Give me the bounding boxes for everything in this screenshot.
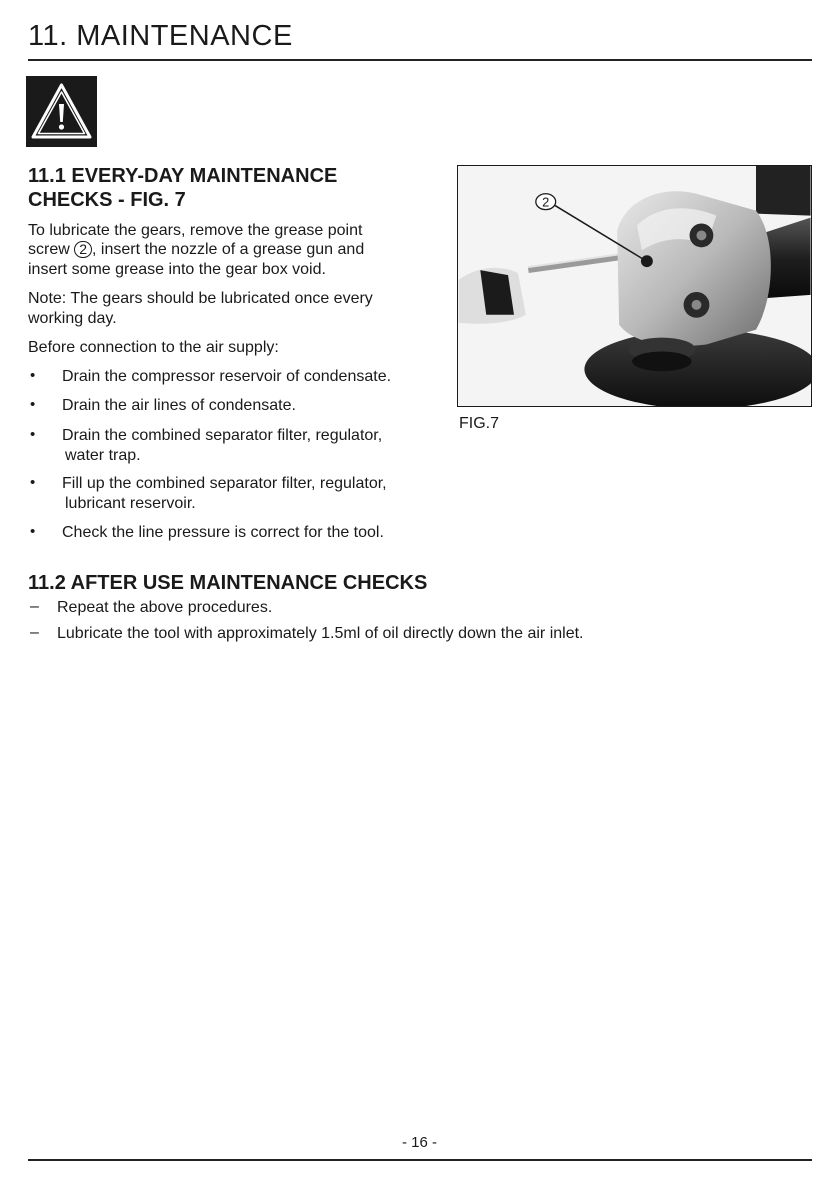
bullet-item-2: Drain the air lines of condensate. — [62, 397, 296, 414]
page-title: 11. MAINTENANCE — [28, 20, 293, 52]
bullet-item-3-line-1: Drain the combined separator filter, regulator, — [62, 427, 383, 444]
callout-2-badge: 2 — [74, 241, 92, 258]
bullet-marker: • — [30, 396, 36, 413]
bullet-item-5: Check the line pressure is correct for the tool. — [62, 524, 384, 541]
note-line-2: working day. — [28, 310, 117, 327]
before-connection-text: Before connection to the air supply: — [28, 339, 279, 356]
bullet-marker: • — [30, 426, 36, 443]
lubricate-paragraph-line-3: insert some grease into the gear box void. — [28, 261, 326, 278]
after-use-item-1: Repeat the above procedures. — [57, 599, 273, 616]
bullet-item-4-line-1: Fill up the combined separator filter, regulator, — [62, 475, 387, 492]
title-divider — [28, 59, 812, 61]
after-use-item-2: Lubricate the tool with approximately 1.5ml of oil directly down the air inlet. — [57, 625, 584, 642]
bullet-item-4-line-2: lubricant reservoir. — [65, 495, 196, 512]
bullet-marker: • — [30, 523, 36, 540]
warning-triangle-icon — [26, 76, 97, 147]
section-1-heading-line-1: 11.1 EVERY-DAY MAINTENANCE — [28, 165, 338, 187]
note-line-1: Note: The gears should be lubricated once every — [28, 290, 373, 307]
footer-divider — [28, 1159, 812, 1161]
dash-marker: – — [30, 624, 39, 641]
section-2-heading: 11.2 AFTER USE MAINTENANCE CHECKS — [28, 572, 428, 594]
figure-caption: FIG.7 — [459, 415, 500, 432]
lubricate-text-pre: screw — [28, 241, 75, 258]
section-1-heading-line-2: CHECKS - FIG. 7 — [28, 189, 186, 211]
dash-marker: – — [30, 598, 39, 615]
page-number: - 16 - — [401, 1134, 437, 1151]
bullet-marker: • — [30, 474, 36, 491]
bullet-marker: • — [30, 367, 36, 384]
figure-callout-label: 2 — [542, 194, 550, 210]
lubricate-paragraph-line-2 — [28, 240, 364, 260]
bullet-item-1: Drain the compressor reservoir of condensate. — [62, 368, 392, 385]
lubricate-text-post: , insert the nozzle of a grease gun and — [92, 241, 365, 258]
bullet-item-3-line-2: water trap. — [65, 447, 141, 464]
lubricate-paragraph-line-1: To lubricate the gears, remove the grease point — [28, 222, 363, 239]
fig-7-photo — [457, 165, 812, 407]
